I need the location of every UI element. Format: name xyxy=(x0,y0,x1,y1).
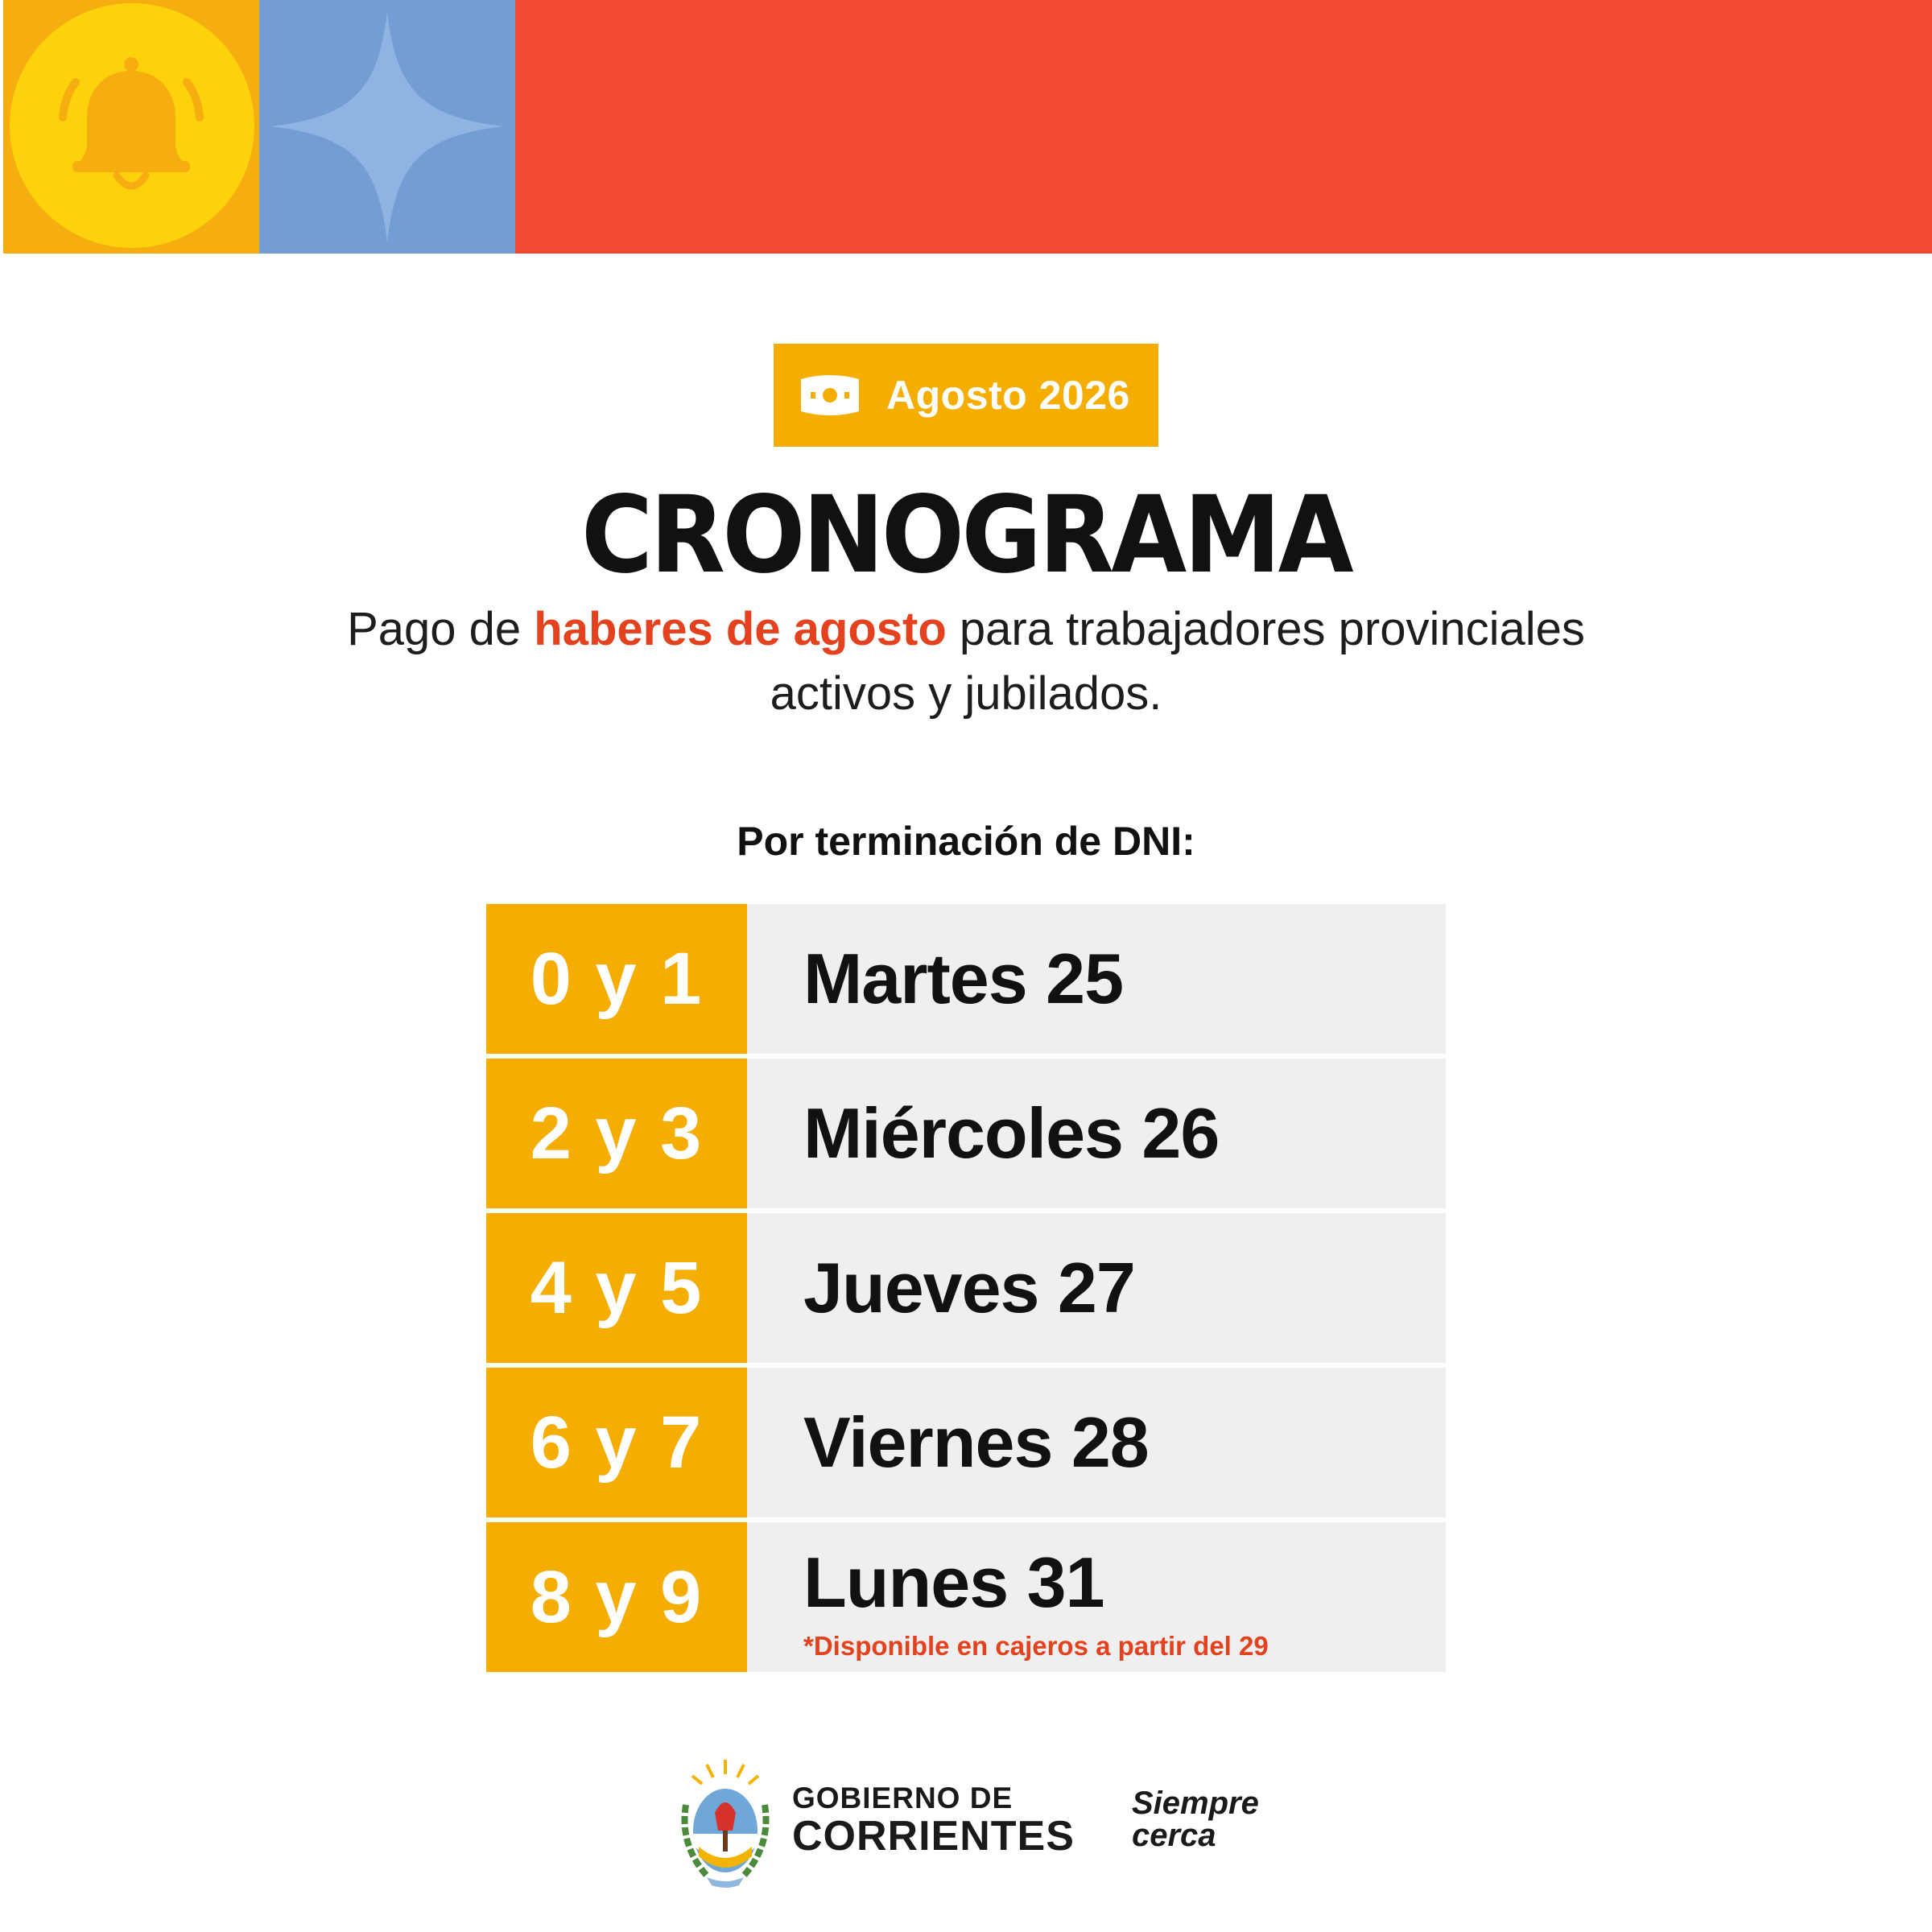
schedule-row xyxy=(486,1213,1446,1363)
payment-day: Miércoles 26 xyxy=(803,1093,1220,1173)
subtitle-highlight: haberes de agosto xyxy=(534,603,947,655)
subtitle-suffix: para trabajadores provinciales activos y jubilados. xyxy=(770,603,1585,720)
dni-heading: Por terminación de DNI: xyxy=(737,819,1195,864)
government-name-line1: GOBIERNO DE xyxy=(792,1781,1013,1814)
schedule-row xyxy=(486,1368,1446,1517)
money-bill-icon xyxy=(798,369,862,421)
payment-schedule xyxy=(486,904,1446,1677)
slogan-line1: Siempre xyxy=(1132,1785,1259,1821)
sparkle-icon xyxy=(259,0,515,254)
day-cell xyxy=(747,1522,1446,1672)
payment-day: Jueves 27 xyxy=(803,1248,1135,1327)
dni-range: 4 y 5 xyxy=(486,1213,747,1363)
schedule-row xyxy=(486,904,1446,1054)
badge-label: Agosto 2026 xyxy=(886,373,1130,418)
subtitle xyxy=(322,597,1610,726)
day-cell xyxy=(747,1213,1446,1363)
banner-tile-bell xyxy=(3,0,259,254)
payment-day: Viernes 28 xyxy=(803,1402,1149,1482)
dni-range: 8 y 9 xyxy=(486,1522,747,1672)
bell-icon xyxy=(3,0,259,254)
payment-day: Lunes 31 xyxy=(803,1542,1104,1622)
subtitle-prefix: Pago de xyxy=(347,603,535,655)
month-badge xyxy=(774,344,1158,447)
province-seal-icon xyxy=(675,1757,776,1889)
dni-range: 0 y 1 xyxy=(486,904,747,1054)
day-cell xyxy=(747,904,1446,1054)
government-name-line2: CORRIENTES xyxy=(792,1813,1075,1860)
dni-range: 6 y 7 xyxy=(486,1368,747,1517)
day-cell xyxy=(747,1368,1446,1517)
slogan xyxy=(1132,1787,1259,1852)
schedule-row xyxy=(486,1059,1446,1208)
banner-tile-red xyxy=(515,0,1932,254)
page-title: CRONOGRAMA xyxy=(581,473,1351,597)
payment-day: Martes 25 xyxy=(803,939,1124,1018)
atm-availability-note: *Disponible en cajeros a partir del 29 xyxy=(803,1631,1269,1661)
top-banner xyxy=(3,0,1932,254)
slogan-line2: cerca xyxy=(1132,1818,1216,1853)
day-cell xyxy=(747,1059,1446,1208)
schedule-row xyxy=(486,1522,1446,1672)
dni-range: 2 y 3 xyxy=(486,1059,747,1208)
banner-tile-sparkle xyxy=(259,0,515,254)
